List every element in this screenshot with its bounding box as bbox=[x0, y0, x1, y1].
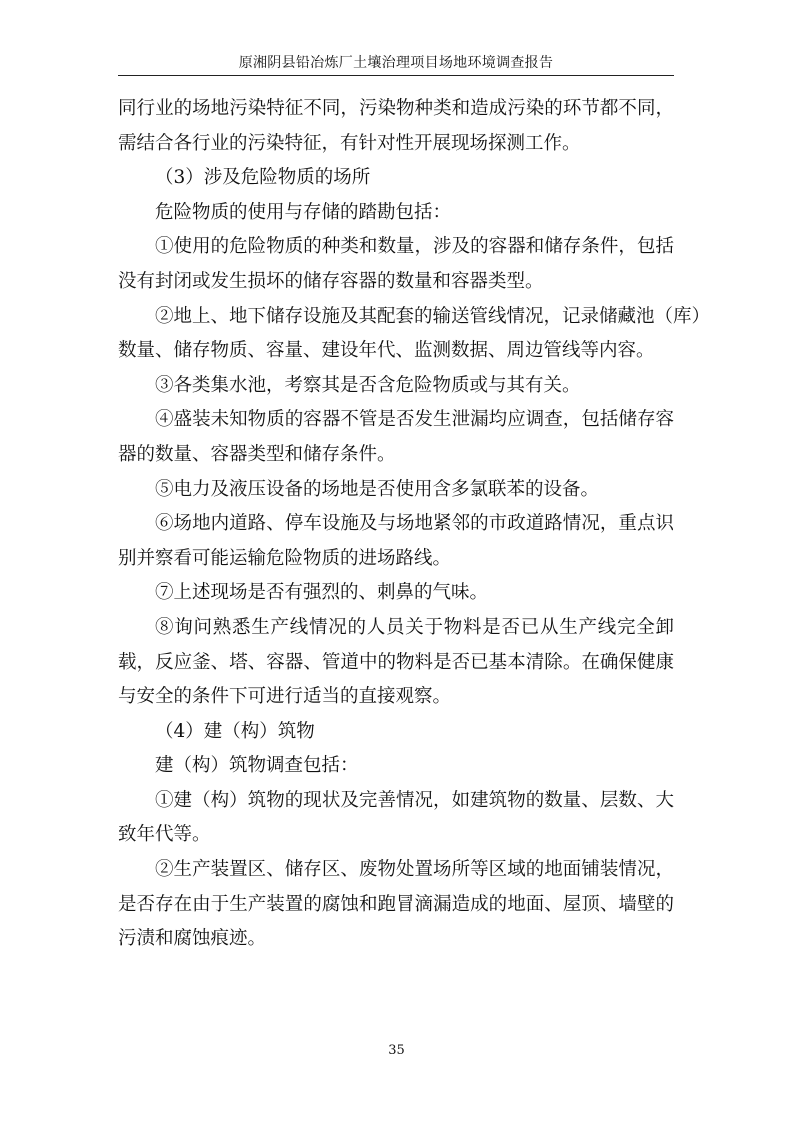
text-line: 需结合各行业的污染特征，有针对性开展现场探测工作。 bbox=[118, 132, 581, 154]
text-line: 是否存在由于生产装置的腐蚀和跑冒滴漏造成的地面、屋顶、墙壁的 bbox=[118, 893, 674, 915]
text-line: 与安全的条件下可进行适当的直接观察。 bbox=[118, 686, 452, 708]
document-body bbox=[118, 92, 711, 957]
text-line: 载，反应釜、塔、容器、管道中的物料是否已基本清除。在确保健康 bbox=[118, 651, 674, 673]
list-item-5 bbox=[118, 473, 674, 508]
text-line: ②生产装置区、储存区、废物处置场所等区域的地面铺装情况， bbox=[155, 859, 674, 881]
paragraph-intro bbox=[118, 196, 674, 231]
text-line: 数量、储存物质、容量、建设年代、监测数据、周边管线等内容。 bbox=[118, 340, 655, 362]
text-line: 污渍和腐蚀痕迹。 bbox=[118, 928, 267, 950]
page-number: 35 bbox=[388, 1043, 405, 1058]
page-header-title: 原湘阴县铅冶炼厂土壤治理项目场地环境调查报告 bbox=[238, 55, 554, 71]
list-item-2 bbox=[118, 853, 674, 957]
list-item-1 bbox=[118, 230, 674, 299]
section-heading-4 bbox=[118, 715, 674, 750]
text-line: ①使用的危险物质的种类和数量，涉及的容器和储存条件，包括 bbox=[155, 236, 674, 258]
list-item-8 bbox=[118, 611, 674, 715]
list-item-1 bbox=[118, 784, 674, 853]
list-item-6 bbox=[118, 507, 674, 576]
text-line: 别并察看可能运输危险物质的进场路线。 bbox=[118, 547, 452, 569]
list-item-2 bbox=[118, 300, 711, 369]
text-line: ④盛装未知物质的容器不管是否发生泄漏均应调查，包括储存容 bbox=[155, 409, 674, 431]
text-line: 建（构）筑物调查包括： bbox=[155, 755, 359, 777]
section-heading-3 bbox=[118, 161, 674, 196]
text-line: ②地上、地下储存设施及其配套的输送管线情况，记录储藏池（库） bbox=[155, 305, 711, 327]
text-line: ①建（构）筑物的现状及完善情况，如建筑物的数量、层数、大 bbox=[155, 789, 674, 811]
text-line: 致年代等。 bbox=[118, 824, 211, 846]
text-line: 同行业的场地污染特征不同，污染物种类和造成污染的环节都不同， bbox=[118, 98, 674, 119]
list-item-4 bbox=[118, 403, 674, 472]
text-line: 器的数量、容器类型和储存条件。 bbox=[118, 443, 396, 465]
heading-text: （4）建（构）筑物 bbox=[155, 720, 315, 742]
text-line: ⑥场地内道路、停车设施及与场地紧邻的市政道路情况，重点识 bbox=[155, 513, 674, 535]
text-line: 没有封闭或发生损坏的储存容器的数量和容器类型。 bbox=[118, 270, 544, 292]
header-divider bbox=[118, 75, 674, 76]
text-line: ⑧询问熟悉生产线情况的人员关于物料是否已从生产线完全卸 bbox=[155, 616, 674, 638]
paragraph-intro bbox=[118, 749, 674, 784]
text-line: ⑦上述现场是否有强烈的、刺鼻的气味。 bbox=[155, 582, 489, 604]
text-line: 危险物质的使用与存储的踏勘包括： bbox=[155, 201, 452, 223]
text-line: ⑤电力及液压设备的场地是否使用含多氯联苯的设备。 bbox=[155, 478, 600, 500]
list-item-3 bbox=[118, 369, 674, 404]
list-item-7 bbox=[118, 576, 674, 611]
heading-text: （3）涉及危险物质的场所 bbox=[155, 167, 371, 189]
paragraph-continuation bbox=[118, 92, 674, 161]
text-line: ③各类集水池，考察其是否含危险物质或与其有关。 bbox=[155, 374, 581, 396]
